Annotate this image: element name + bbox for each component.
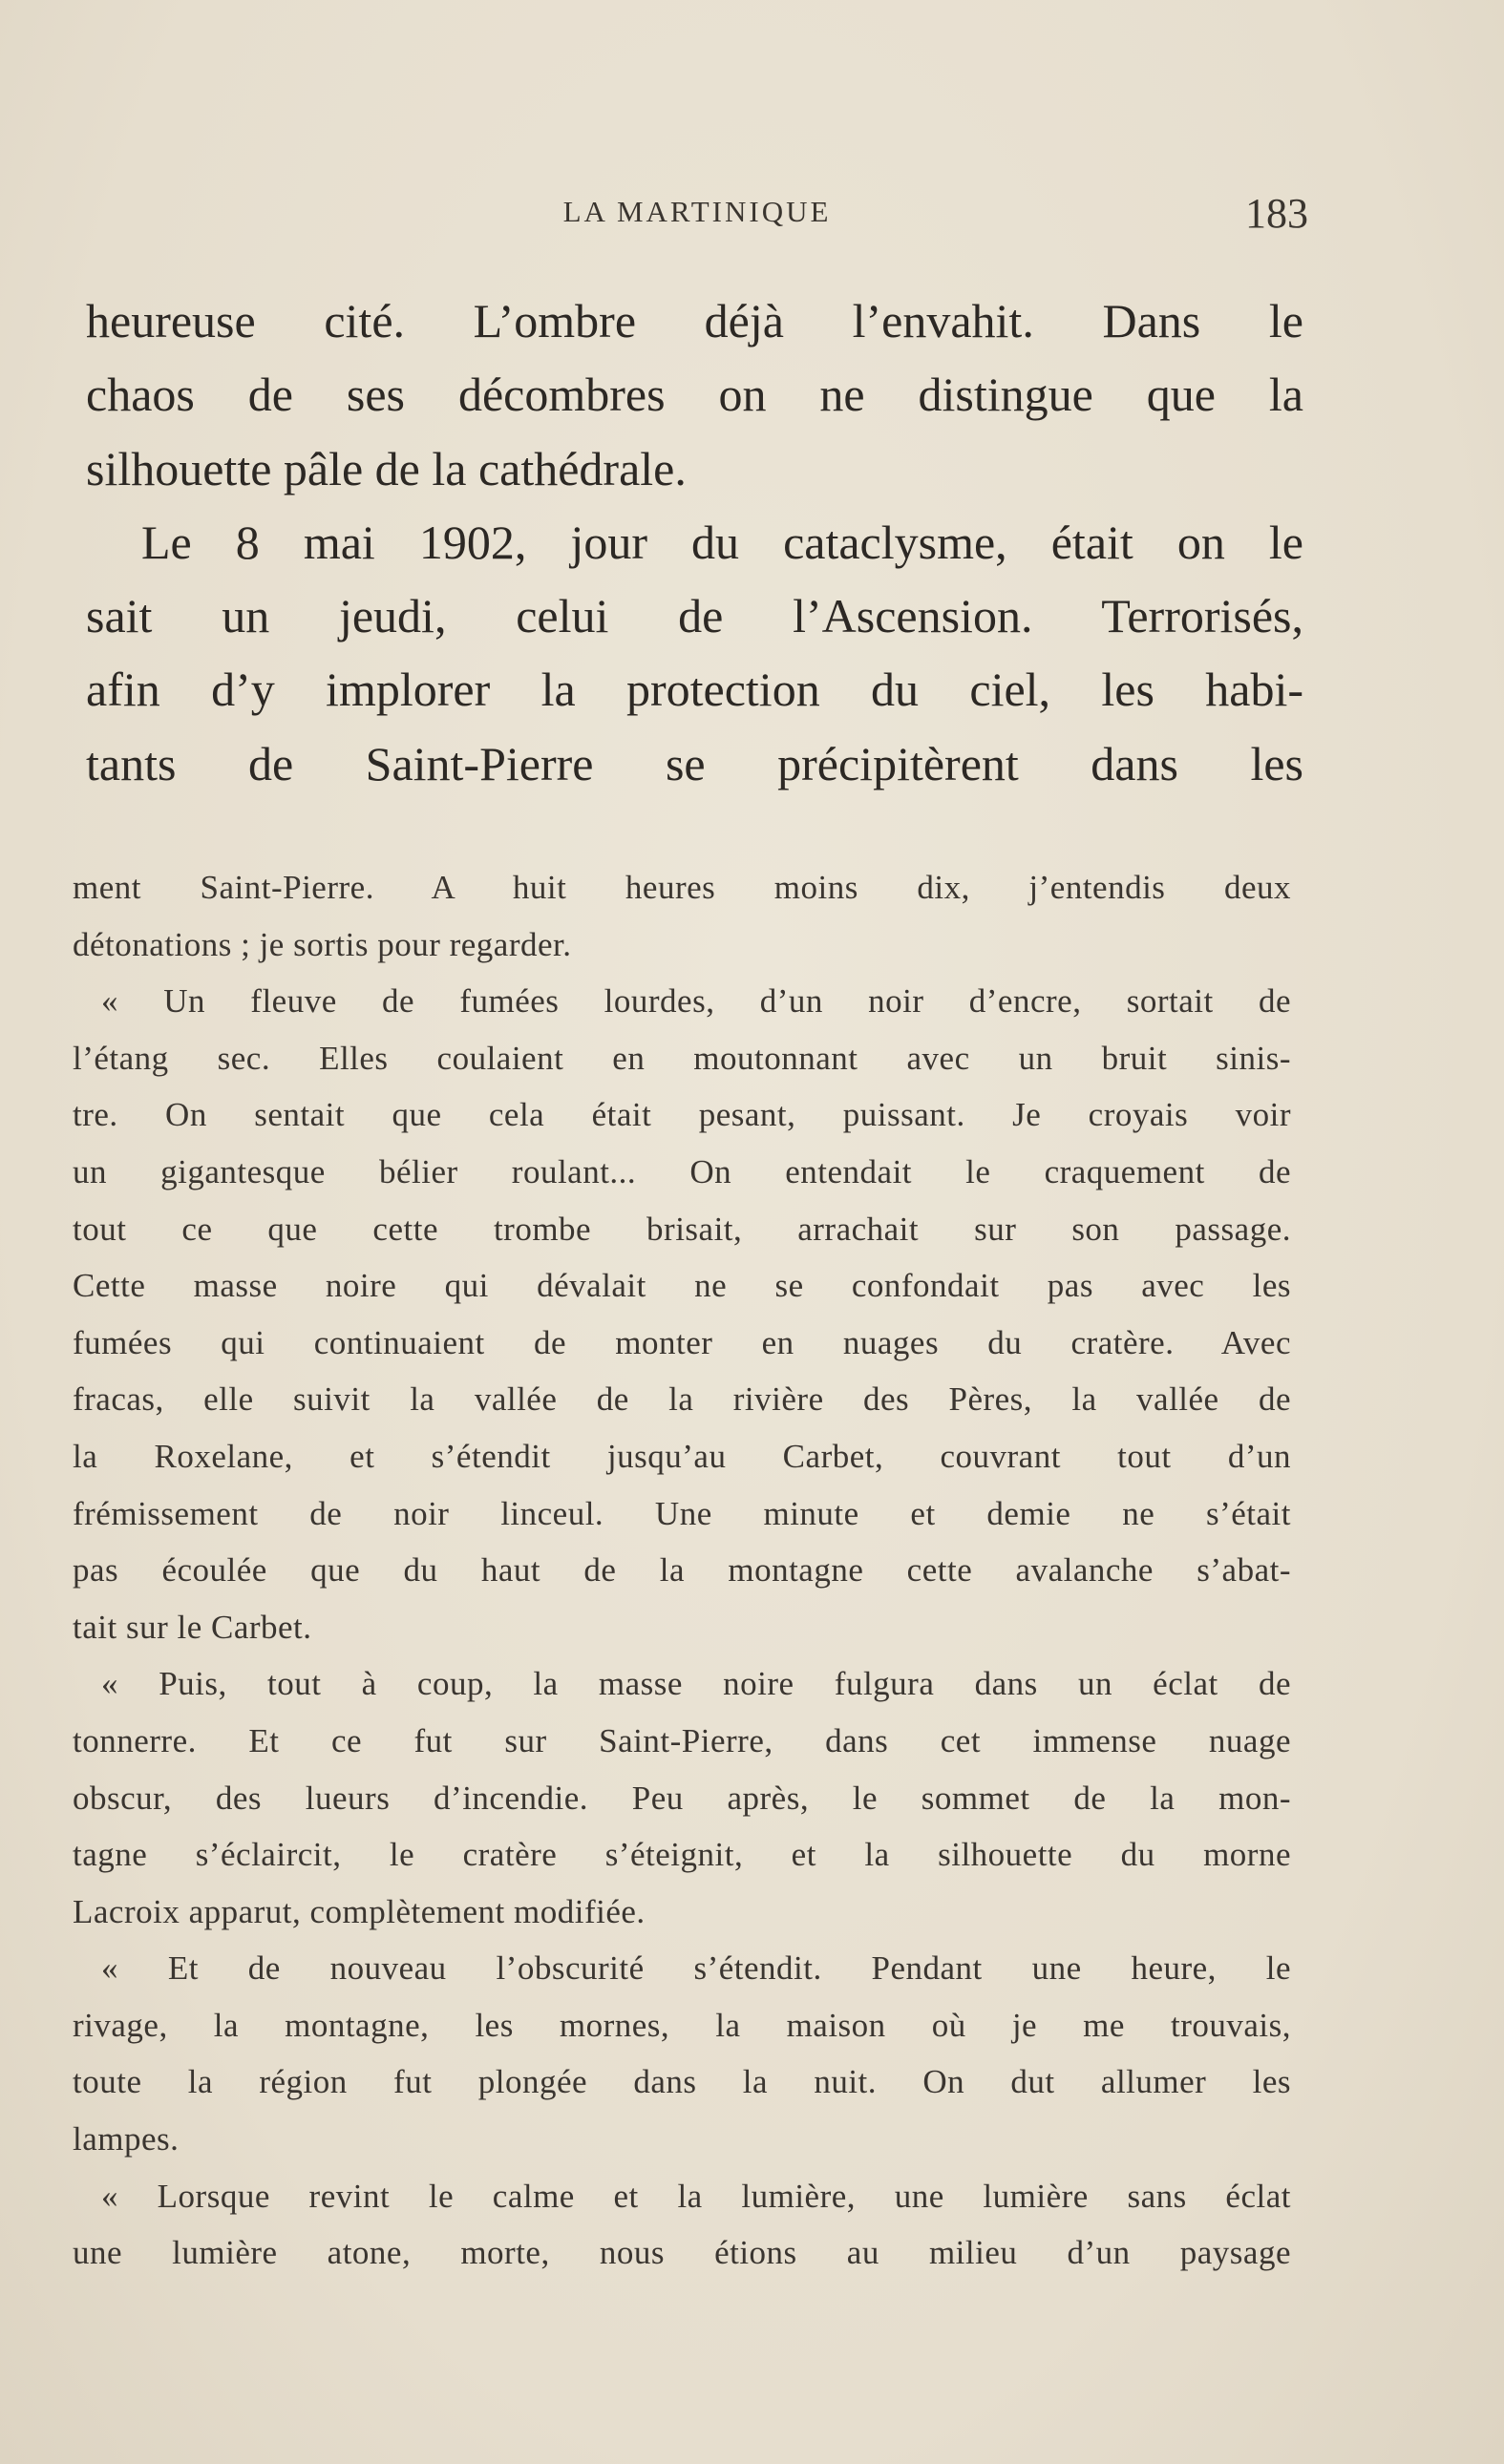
quote-line: « Un fleuve de fumées lourdes, d’un noir d’encre, sortait de [101, 982, 1291, 1021]
quote-line: « Lorsque revint le calme et la lumière, une lumière sans éclat [101, 2177, 1291, 2215]
main-text-block [86, 284, 1303, 801]
quote-line: toute la région fut plongée dans la nuit. On dut allumer les [73, 2063, 1291, 2101]
quote-line: la Roxelane, et s’étendit jusqu’au Carbet, couvrant tout d’un [73, 1437, 1291, 1475]
quote-line: pas écoulée que du haut de la montagne cette avalanche s’abat- [73, 1551, 1291, 1590]
quote-line: « Puis, tout à coup, la masse noire fulgura dans un éclat de [101, 1665, 1291, 1703]
running-title: LA MARTINIQUE [562, 195, 832, 228]
quote-line: obscur, des lueurs d’incendie. Peu après, le sommet de la mon- [73, 1779, 1291, 1817]
page-number: 183 [1245, 190, 1308, 237]
quote-line: tonnerre. Et ce fut sur Saint-Pierre, dans cet immense nuage [73, 1721, 1291, 1759]
text-line: afin d’y implorer la protection du ciel, les habi- [86, 663, 1303, 717]
text-line: heureuse cité. L’ombre déjà l’envahit. Dans le [86, 294, 1303, 347]
quote-line: un gigantesque bélier roulant... On entendait le craquement de [73, 1152, 1291, 1190]
text-line: tants de Saint-Pierre se précipitèrent dans les [86, 736, 1303, 790]
quote-line: frémissement de noir linceul. Une minute et demie ne s’était [73, 1494, 1291, 1532]
text-line: silhouette pâle de la cathédrale. [86, 441, 687, 495]
quote-line: détonations ; je sortis pour regarder. [73, 925, 572, 963]
page-header [86, 189, 1308, 237]
quote-line: tagne s’éclaircit, le cratère s’éteignit, et la silhouette du morne [73, 1836, 1291, 1874]
quote-line: lampes. [73, 2120, 180, 2159]
quote-line: l’étang sec. Elles coulaient en moutonnant avec un bruit sinis- [73, 1039, 1291, 1077]
quote-line: fracas, elle suivit la vallée de la rivière des Pères, la vallée de [73, 1380, 1291, 1419]
quote-line: fumées qui continuaient de monter en nuages du cratère. Avec [73, 1323, 1291, 1361]
quote-line: tout ce que cette trombe brisait, arrachait sur son passage. [73, 1210, 1291, 1248]
quote-line: ment Saint-Pierre. A huit heures moins dix, j’entendis deux [73, 869, 1291, 906]
quote-line: rivage, la montagne, les mornes, la maison où je me trouvais, [73, 2006, 1291, 2044]
text-line: chaos de ses décombres on ne distingue que la [86, 368, 1303, 422]
quote-line: tre. On sentait que cela était pesant, puissant. Je croyais voir [73, 1096, 1291, 1134]
quote-line: Cette masse noire qui dévalait ne se confondait pas avec les [73, 1267, 1291, 1305]
text-line: Le 8 mai 1902, jour du cataclysme, était on le [141, 515, 1303, 569]
quote-line: Lacroix apparut, complètement modifiée. [73, 1892, 646, 1930]
footnote-text-block [73, 859, 1291, 2282]
quote-line: tait sur le Carbet. [73, 1608, 312, 1646]
text-line: sait un jeudi, celui de l’Ascension. Terrorisés, [86, 589, 1303, 643]
quote-line: « Et de nouveau l’obscurité s’étendit. Pendant une heure, le [101, 1949, 1291, 1988]
quote-line: une lumière atone, morte, nous étions au milieu d’un paysage [73, 2234, 1291, 2272]
